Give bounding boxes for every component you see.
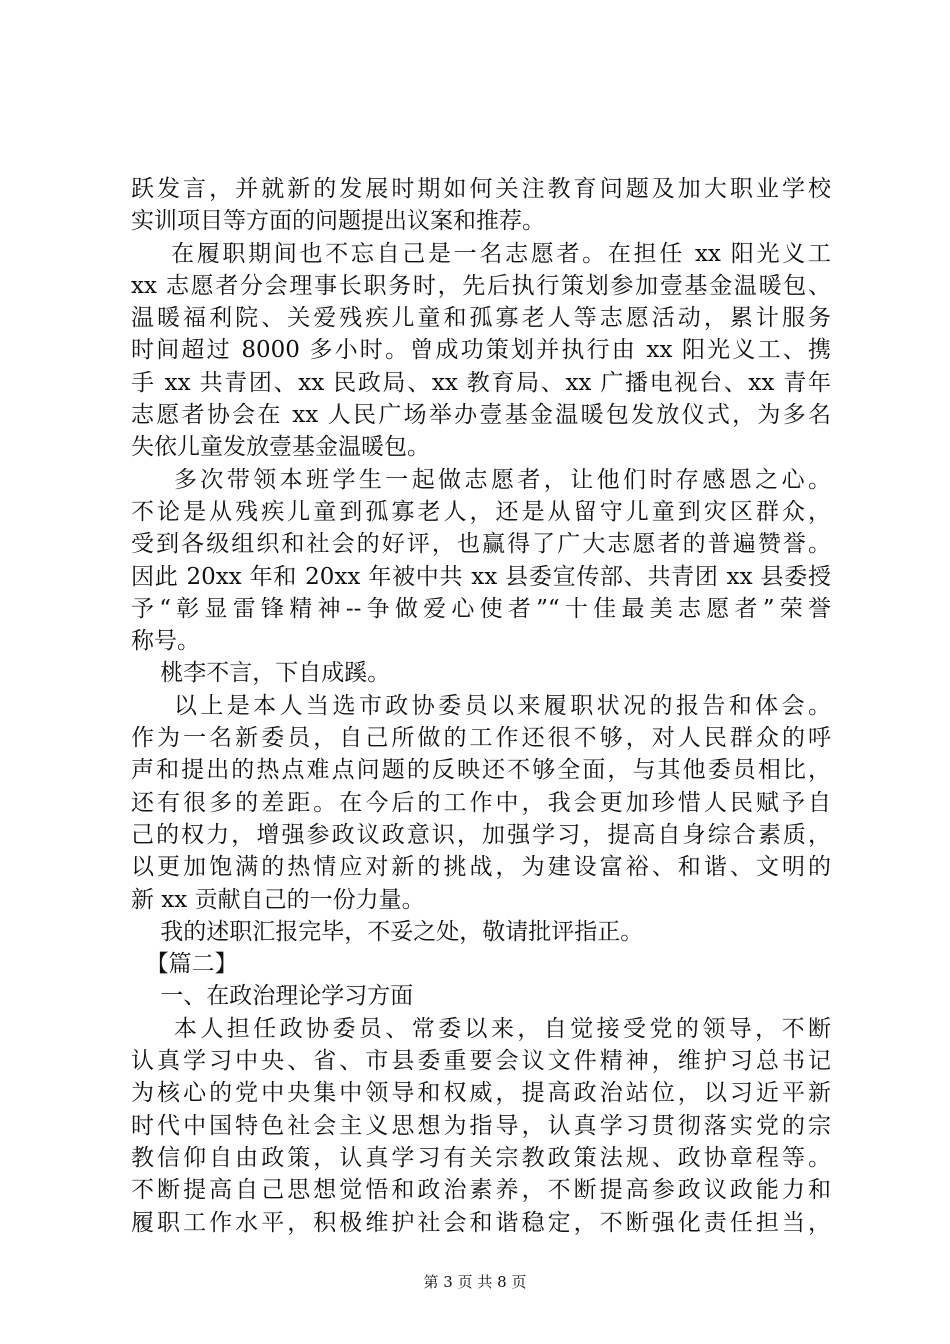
text-line: 作为一名新委员，自己所做的工作还很不够，对人民群众的呼 [131, 725, 831, 752]
text-line: 一、在政治理论学习方面 [131, 983, 414, 1010]
text-line: 失依儿童发放壹基金温暖包。 [131, 434, 430, 461]
text-line: 予“彰显雷锋精神--争做爱心使者”“十佳最美志愿者”荣誉 [131, 595, 831, 622]
text-line: 跃发言，并就新的发展时期如何关注教育问题及加大职业学校 [131, 176, 831, 202]
text-line: 还有很多的差距。在今后的工作中，我会更加珍惜人民赋予自 [131, 789, 831, 816]
text-line: 多次带领本班学生一起做志愿者，让他们时存感恩之心。 [131, 466, 831, 493]
text-line: 我的述职汇报完毕，不妥之处，敬请批评指正。 [131, 918, 644, 945]
text-line: 为核心的党中央集中领导和权威，提高政治站位，以习近平新 [131, 1080, 831, 1107]
text-line: 时代中国特色社会主义思想为指导，认真学习贯彻落实党的宗 [131, 1112, 831, 1139]
text-line: 以上是本人当选市政协委员以来履职状况的报告和体会。 [131, 692, 831, 719]
text-line: 受到各级组织和社会的好评，也赢得了广大志愿者的普遍赞誉。 [131, 531, 831, 558]
text-line: 不断提高自己思想觉悟和政治素养，不断提高参政议政能力和 [131, 1177, 831, 1204]
text-line: 志愿者协会在 xx 人民广场举办壹基金温暖包发放仪式，为多名 [131, 402, 831, 429]
text-line: 认真学习中央、省、市县委重要会议文件精神，维护习总书记 [131, 1048, 831, 1075]
document-body [131, 173, 831, 1239]
text-line: 称号。 [131, 628, 200, 655]
text-line: 【篇二】 [131, 951, 238, 978]
text-line: 己的权力，增强参政议政意识，加强学习，提高自身综合素质， [131, 821, 831, 848]
text-line: 新 xx 贡献自己的一份力量。 [131, 886, 425, 913]
text-line: 实训项目等方面的问题提出议案和推荐。 [131, 208, 545, 235]
text-line: 教信仰自由政策，认真学习有关宗教政策法规、政协章程等。 [131, 1144, 831, 1171]
text-line: 不论是从残疾儿童到孤寡老人，还是从留守儿童到灾区群众， [131, 498, 831, 525]
text-line: 桃李不言，下自成蹊。 [131, 660, 391, 687]
page-footer: 第 3 页 共 8 页 [423, 1273, 527, 1291]
text-line: 因此 20xx 年和 20xx 年被中共 xx 县委宣传部、共青团 xx 县委授 [131, 563, 831, 590]
text-line: 履职工作水平，积极维护社会和谐稳定，不断强化责任担当， [131, 1209, 831, 1236]
text-line: 以更加饱满的热情应对新的挑战，为建设富裕、和谐、文明的 [131, 854, 831, 881]
text-line: 声和提出的热点难点问题的反映还不够全面，与其他委员相比， [131, 757, 831, 784]
text-line: 时间超过 8000 多小时。曾成功策划并执行由 xx 阳光义工、携 [131, 337, 831, 364]
text-line: 温暖福利院、关爱残疾儿童和孤寡老人等志愿活动，累计服务 [131, 305, 831, 332]
text-line: 手 xx 共青团、xx 民政局、xx 教育局、xx 广播电视台、xx 青年 [131, 369, 831, 396]
text-line: 本人担任政协委员、常委以来，自觉接受党的领导，不断 [131, 1015, 831, 1042]
text-line: xx 志愿者分会理事长职务时，先后执行策划参加壹基金温暖包、 [131, 272, 831, 299]
text-line: 在履职期间也不忘自己是一名志愿者。在担任 xx 阳光义工 [131, 240, 831, 267]
